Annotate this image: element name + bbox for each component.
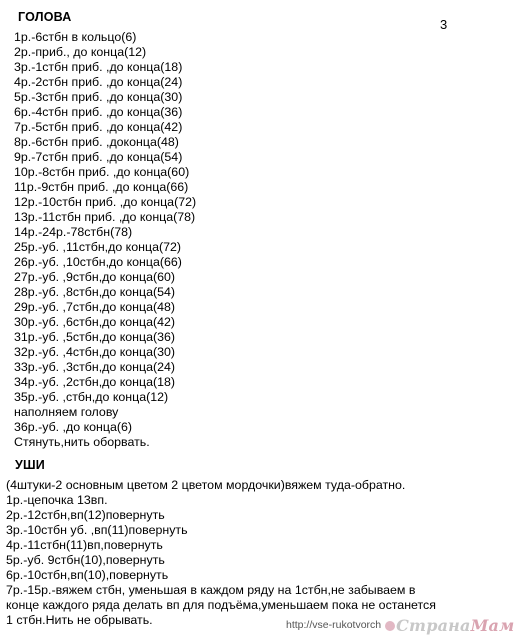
head-row: 8р.-6стбн приб. ,доконца(48): [14, 135, 179, 149]
ears-row: 1 стбн.Нить не обрывать.: [6, 613, 153, 627]
watermark-logo-part2: Мам: [470, 615, 514, 635]
head-row: 25р.-уб. ,11стбн,до конца(72): [14, 240, 181, 254]
watermark: [286, 614, 514, 636]
head-row: 12р.-10стбн приб. ,до конца(72): [14, 195, 197, 209]
head-row: 35р.-уб. ,стбн,до конца(12): [14, 390, 169, 404]
head-row: 5р.-3стбн приб. ,до конца(30): [14, 90, 183, 104]
flower-icon: [385, 621, 395, 631]
head-row: 26р.-уб. ,10стбн,до конца(66): [14, 255, 182, 269]
head-row: 13р.-11стбн приб. ,до конца(78): [14, 210, 196, 224]
section-title-head: ГОЛОВА: [18, 10, 72, 24]
ears-row: 7р.-15р.-вяжем стбн, уменьшая в каждом ряду на 1стбн,не забываем в: [6, 583, 416, 597]
head-row: 34р.-уб. ,2стбн,до конца(18): [14, 375, 176, 389]
ears-row: 5р.-уб. 9стбн(10),повернуть: [6, 553, 165, 567]
section-title-ears: УШИ: [15, 458, 45, 472]
ears-row: (4штуки-2 основным цветом 2 цветом мордочки)вяжем туда-обратно.: [6, 478, 406, 492]
head-row: 7р.-5стбн приб. ,до конца(42): [14, 120, 183, 134]
head-row: 10р.-8стбн приб. ,до конца(60): [14, 165, 190, 179]
head-row: 32р.-уб. ,4стбн,до конца(30): [14, 345, 176, 359]
head-row: 29р.-уб. ,7стбн,до конца(48): [14, 300, 176, 314]
head-row: 14р.-24р.-78стбн(78): [14, 225, 133, 239]
head-row: 30р.-уб. ,6стбн,до конца(42): [14, 315, 176, 329]
head-row: 6р.-4стбн приб. ,до конца(36): [14, 105, 183, 119]
head-row: 27р.-уб. ,9стбн,до конца(60): [14, 270, 176, 284]
head-row: 9р.-7стбн приб. ,до конца(54): [14, 150, 183, 164]
head-row: 33р.-уб. ,3стбн,до конца(24): [14, 360, 176, 374]
head-row: 2р.-приб., до конца(12): [14, 45, 147, 59]
head-row: 31р.-уб. ,5стбн,до конца(36): [14, 330, 176, 344]
head-row: 1р.-6стбн в кольцо(6): [14, 30, 137, 44]
watermark-url: http://vse-rukotvorch: [286, 619, 382, 631]
ears-row: 4р.-11стбн(11)вп,повернуть: [6, 538, 163, 552]
ears-row: 3р.-10стбн уб. ,вп(11)повернуть: [6, 523, 188, 537]
head-row: 3р.-1стбн приб. ,до конца(18): [14, 60, 183, 74]
watermark-logo-part1: Страна: [396, 615, 471, 635]
head-row: наполняем голову: [14, 405, 119, 419]
ears-row: 2р.-12стбн,вп(12)повернуть: [6, 508, 165, 522]
watermark-logo: [385, 616, 514, 635]
head-row: 11р.-9стбн приб. ,до конца(66): [14, 180, 189, 194]
head-row: 28р.-уб. ,8стбн,до конца(54): [14, 285, 176, 299]
page-number: 3: [440, 17, 448, 32]
head-row: 4р.-2стбн приб. ,до конца(24): [14, 75, 183, 89]
head-row: 36р.-уб. ,до конца(6): [14, 420, 132, 434]
ears-row: 1р.-цепочка 13вп.: [6, 493, 108, 507]
ears-row: конце каждого ряда делать вп для подъёма,уменьшаем пока не останется: [6, 598, 436, 612]
ears-row: 6р.-10стбн,вп(10),повернуть: [6, 568, 169, 582]
head-row: Стянуть,нить оборвать.: [14, 435, 150, 449]
